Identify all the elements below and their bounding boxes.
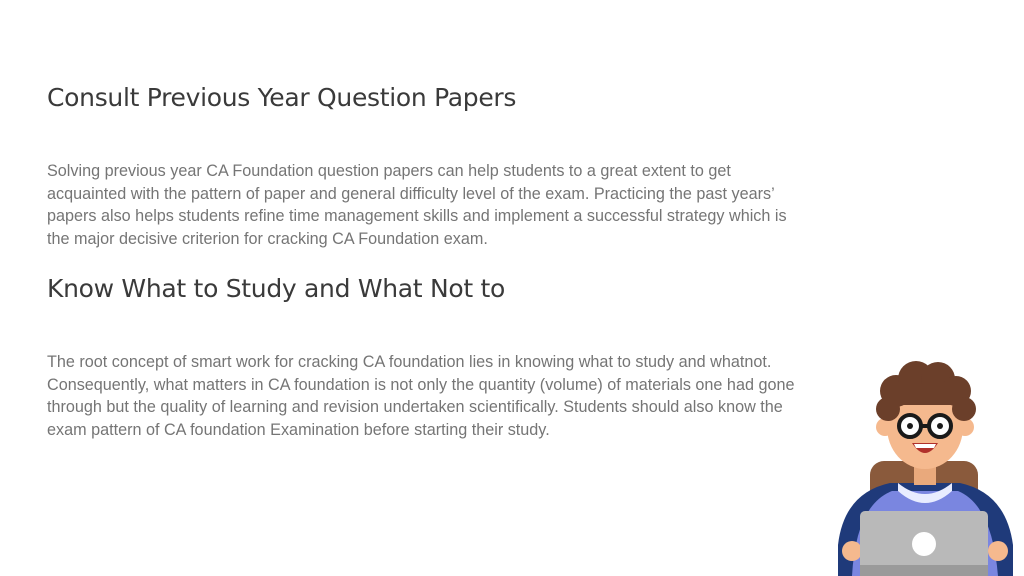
section-paragraph: The root concept of smart work for cracking CA foundation lies in knowing what to study and whatnot. Consequently, what matters in CA foundation is not only the quantity (volume) of materials one had gone through but the quality of learning and revision undertaken scientifically. Students should also know the exam pattern of CA foundation Examination before starting their study. <box>47 353 795 440</box>
laptop-base <box>860 565 988 576</box>
section-paragraph: Solving previous year CA Foundation question papers can help students to a great extent to get acquainted with the pattern of paper and general difficulty level of the exam. Practicing the past years’ papers also helps students refine time management skills and implement a successful strategy which is the major decisive criterion for cracking CA Foundation exam. <box>47 162 787 249</box>
left-hand <box>842 541 862 561</box>
laptop-logo <box>912 532 936 556</box>
right-hand <box>988 541 1008 561</box>
student-with-laptop-icon <box>830 355 1020 576</box>
section-heading: Know What to Study and What Not to <box>47 274 505 303</box>
section-heading: Consult Previous Year Question Papers <box>47 83 517 112</box>
